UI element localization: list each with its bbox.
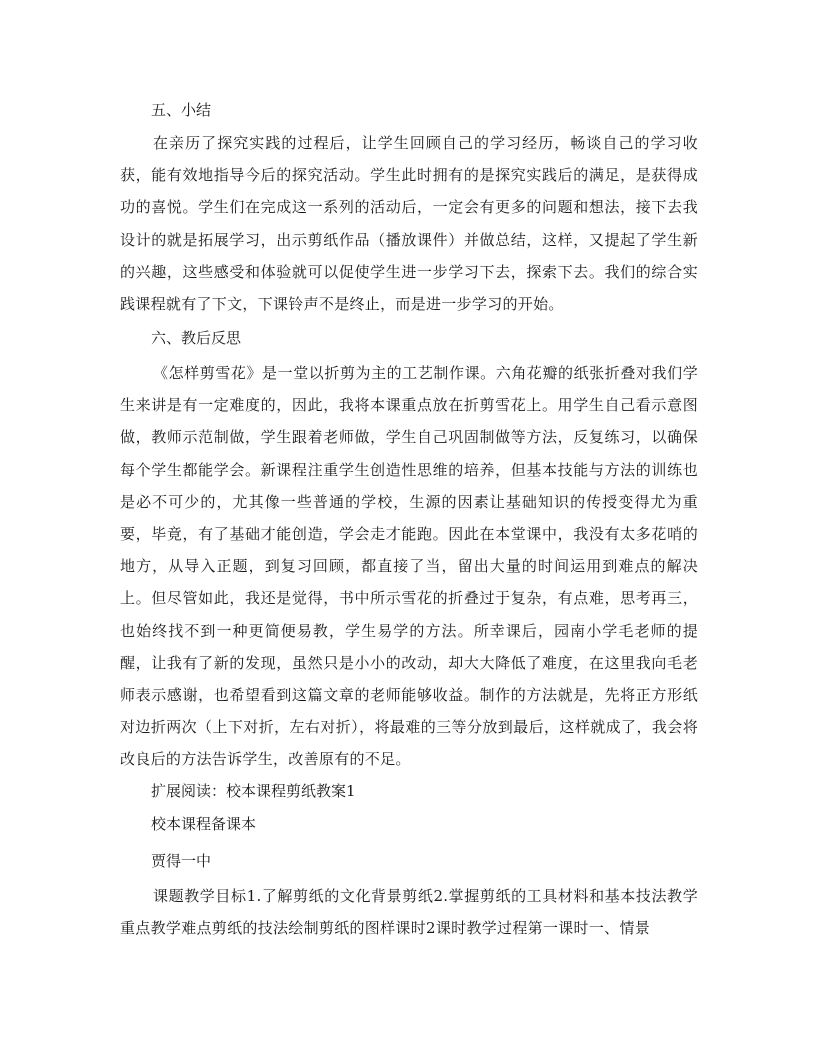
extended-reading-title: 扩展阅读：校本课程剪纸教案1 (151, 782, 356, 800)
summary-paragraph: 在亲历了探究实践的过程后，让学生回顾自己的学习经历，畅谈自己的学习收获，能有效地指导今后的探究活动。学生此时拥有的是探究实践后的满足，是获得成功的喜悦。学生们在完成这一系列的活动后，一定会有更多的问题和想法，接下去我设计的就是拓展学习，出示剪纸作品（播放课件）并做总结，这样，又提起了学生新的兴趣，这些感受和体验就可以促使学生进一步学习下去，探索下去。我们的综合实践课程就有了下文，下课铃声不是终止，而是进一步学习的开始。 (120, 134, 698, 314)
lesson-plan-book-title: 校本课程备课本 (151, 815, 257, 833)
lesson-plan-paragraph: 课题教学目标1.了解剪纸的文化背景剪纸2.掌握剪纸的工具材料和基本技法教学重点教学难点剪纸的技法绘制剪纸的图样课时2课时教学过程第一课时一、情景 (120, 887, 698, 938)
section-heading-summary: 五、小结 (151, 101, 212, 119)
school-name: 贾得一中 (151, 852, 212, 870)
section-heading-reflection: 六、教后反思 (151, 329, 242, 347)
reflection-paragraph: 《怎样剪雪花》是一堂以折剪为主的工艺制作课。六角花瓣的纸张折叠对我们学生来讲是有一定难度的，因此，我将本课重点放在折剪雪花上。用学生自己看示意图做，教师示范制做，学生跟着老师做，学生自己巩固制做等方法，反复练习，以确保每个学生都能学会。新课程注重学生创造性思维的培养，但基本技能与方法的训练也是必不可少的，尤其像一些普通的学校，生源的因素让基础知识的传授变得尤为重要，毕竟，有了基础才能创造，学会走才能跑。因此在本堂课中，我没有太多花哨的地方，从导入正题，到复习回顾，都直接了当，留出大量的时间运用到难点的解决上。但尽管如此，我还是觉得，书中所示雪花的折叠过于复杂，有点难，思考再三，也始终找不到一种更简便易教，学生易学的方法。所幸课后，园南小学毛老师的提醒，让我有了新的发现，虽然只是小小的改动，却大大降低了难度，在这里我向毛老师表示感谢，也希望看到这篇文章的老师能够收益。制作的方法就是，先将正方形纸对边折两次（上下对折，左右对折），将最难的三等分放到最后，这样就成了，我会将改良后的方法告诉学生，改善原有的不足。 (120, 364, 698, 769)
